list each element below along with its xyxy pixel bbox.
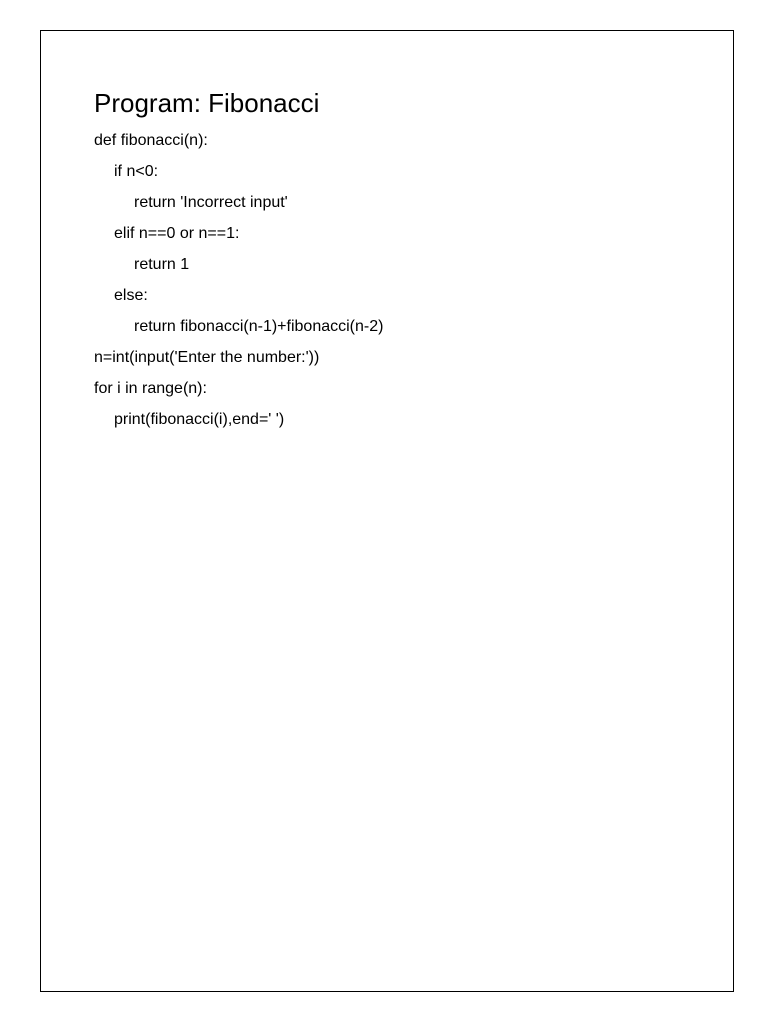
- code-line: return fibonacci(n-1)+fibonacci(n-2): [134, 318, 384, 335]
- code-line: print(fibonacci(i),end=' '): [114, 411, 285, 428]
- code-line: n=int(input('Enter the number:')): [94, 349, 320, 366]
- code-line: def fibonacci(n):: [94, 132, 208, 149]
- code-listing: [94, 125, 383, 435]
- code-line: if n<0:: [114, 163, 159, 180]
- code-line: return 'Incorrect input': [134, 194, 288, 211]
- code-line: for i in range(n):: [94, 380, 207, 397]
- document-page: [40, 30, 734, 992]
- code-line: elif n==0 or n==1:: [114, 225, 240, 242]
- code-line: return 1: [134, 256, 190, 273]
- code-line: else:: [114, 287, 148, 304]
- document-title: Program: Fibonacci: [94, 88, 320, 118]
